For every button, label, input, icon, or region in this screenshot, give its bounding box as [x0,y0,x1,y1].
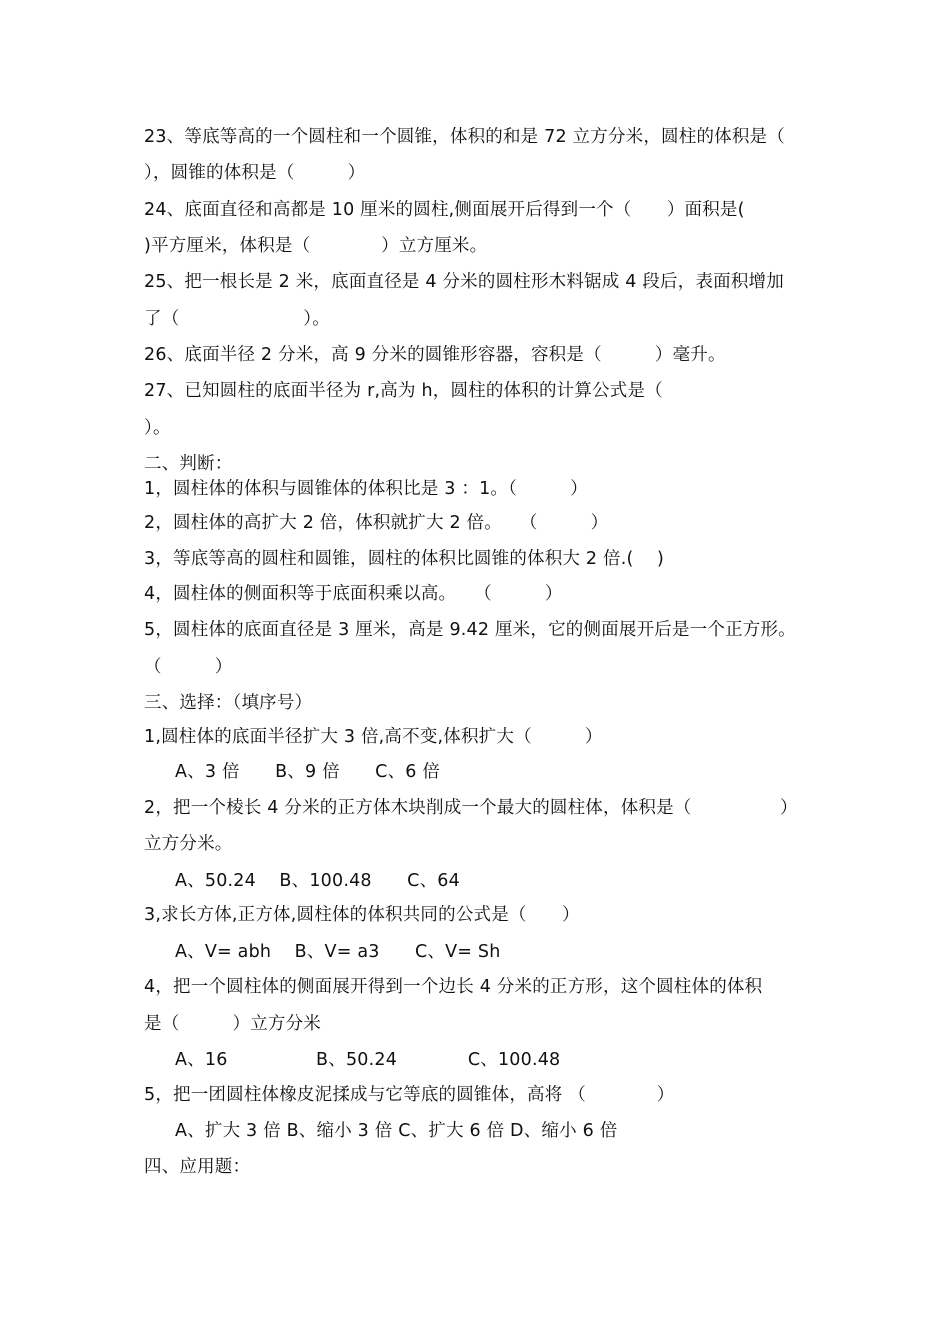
question-25-line-2: 了（ ）。 [144,309,330,329]
choice-5: 5，把一团圆柱体橡皮泥揉成与它等底的圆锥体，高将 （ ） [144,1085,675,1105]
choice-5-options: A、扩大 3 倍 B、缩小 3 倍 C、扩大 6 倍 D、缩小 6 倍 [175,1121,618,1141]
question-23-line-1: 23、等底等高的一个圆柱和一个圆锥，体积的和是 72 立方分米，圆柱的体积是（ [144,127,785,147]
judge-5-line-1: 5，圆柱体的底面直径是 3 厘米，高是 9.42 厘米，它的侧面展开后是一个正方形。 [144,620,796,640]
question-24-line-1: 24、底面直径和高都是 10 厘米的圆柱,侧面展开后得到一个（ ）面积是( [144,200,745,220]
choice-4-line-1: 4，把一个圆柱体的侧面展开得到一个边长 4 分米的正方形，这个圆柱体的体积 [144,977,763,997]
question-24-line-2: )平方厘米，体积是（ ）立方厘米。 [144,236,488,256]
section-application-heading: 四、应用题： [144,1157,251,1177]
section-true-false-heading: 二、判断： [144,454,233,474]
question-27-line-1: 27、已知圆柱的底面半径为 r,高为 h，圆柱的体积的计算公式是（ [144,381,663,401]
judge-5-line-2: （ ） [144,657,233,677]
choice-1: 1,圆柱体的底面半径扩大 3 倍,高不变,体积扩大（ ） [144,727,603,747]
choice-2-line-1: 2，把一个棱长 4 分米的正方体木块削成一个最大的圆柱体，体积是（ ） [144,798,798,818]
choice-3-options: A、V= abh B、V= a3 C、V= Sh [175,942,501,962]
judge-1: 1，圆柱体的体积与圆锥体的体积比是 3 ：1。（ ） [144,479,588,499]
choice-4-line-2: 是（ ）立方分米 [144,1014,321,1034]
choice-3: 3,求长方体,正方体,圆柱体的体积共同的公式是（ ） [144,905,580,925]
question-27-line-2: ）。 [144,418,171,438]
judge-2: 2，圆柱体的高扩大 2 倍，体积就扩大 2 倍。 （ ） [144,513,609,533]
question-23-line-2: ），圆锥的体积是（ ） [144,163,366,183]
question-25-line-1: 25、把一根长是 2 米，底面直径是 4 分米的圆柱形木料锯成 4 段后，表面积增加 [144,272,784,292]
section-choice-heading: 三、选择：（填序号） [144,693,313,713]
choice-2-line-2: 立方分米。 [144,834,233,854]
question-26: 26、底面半径 2 分米，高 9 分米的圆锥形容器，容积是（ ）毫升。 [144,345,726,365]
choice-1-options: A、3 倍 B、9 倍 C、6 倍 [175,762,441,782]
judge-3: 3，等底等高的圆柱和圆锥，圆柱的体积比圆锥的体积大 2 倍.( ) [144,549,664,569]
choice-4-options: A、16 B、50.24 C、100.48 [175,1050,561,1070]
choice-2-options: A、50.24 B、100.48 C、64 [175,871,460,891]
judge-4: 4，圆柱体的侧面积等于底面积乘以高。 （ ） [144,584,563,604]
